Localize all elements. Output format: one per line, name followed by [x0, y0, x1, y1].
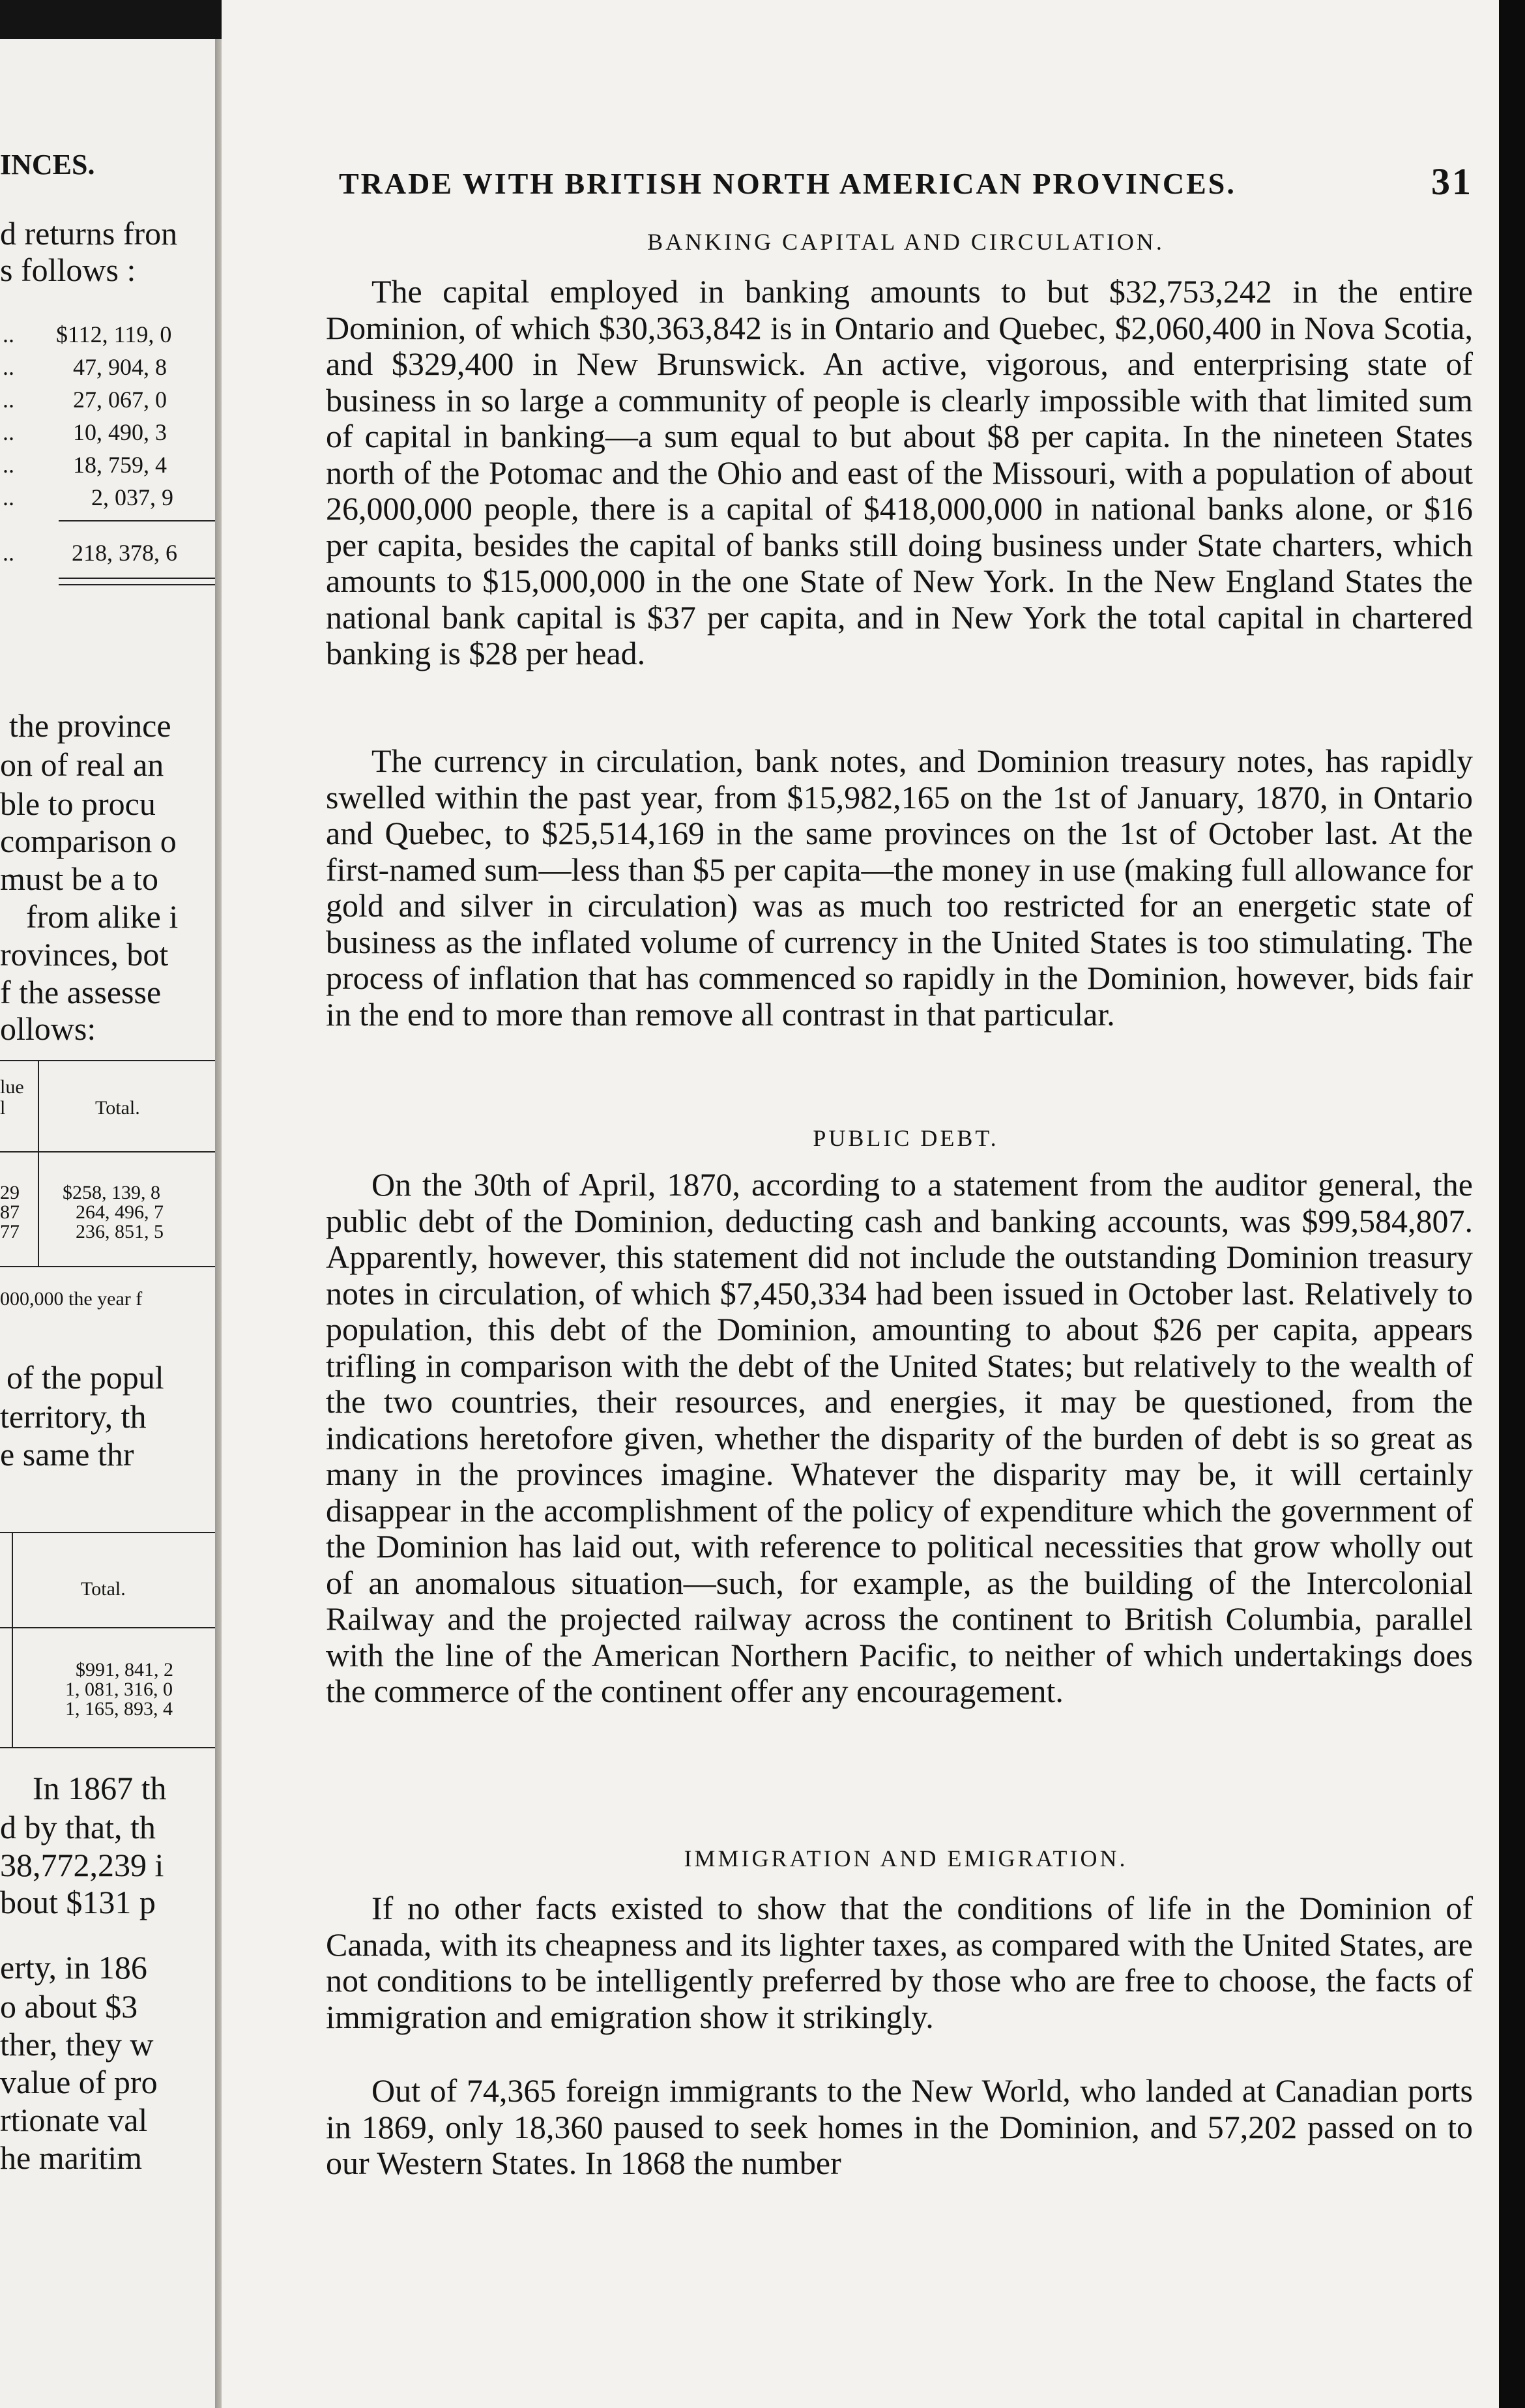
table-col-head-total: Total.	[81, 1578, 126, 1600]
left-text-line: comparison o	[0, 823, 177, 859]
paragraph: The capital employed in banking amounts to but $32,753,242 in the entire Dominion, of which $30,363,842 is in Ontario and Quebec, $2,060,400 in Nova Scotia, and $329,400 in New Brunswick. An active, vigorous, and enterprising state of business in so large a community of people is clearly impossible with that limited sum of capital in banking—a sum equal to but about $8 per capita. In the nineteen States north of the Potomac and the Ohio and east of the Missouri, with a population of about 26,000,000 people, there is a capital of $418,000,000 in national banks alone, or $16 per capita, besides the capital of banks still doing business under State charters, which amounts to $15,000,000 in the one State of New York. In the New England States the national bank capital is $37 per capita, and in New York the total capital in chartered banking is $28 per head.	[326, 273, 1473, 671]
scan-edge	[1499, 0, 1525, 2408]
left-text-line: ble to procu	[0, 786, 156, 822]
amount-value: $112, 119, 0	[56, 321, 172, 347]
left-text-line: 38,772,239 i	[0, 1847, 164, 1883]
table-rule	[0, 1060, 215, 1061]
left-text-line: s follows :	[0, 252, 136, 288]
dot-leader: ..	[3, 419, 14, 445]
left-text-line: must be a to	[0, 860, 159, 897]
amount-total: 218, 378, 6	[72, 540, 177, 566]
section-heading: IMMIGRATION AND EMIGRATION.	[684, 1845, 1128, 1872]
left-text-line: d returns fron	[0, 215, 178, 252]
left-text-line: bout $131 p	[0, 1884, 156, 1920]
table-col-head: l	[0, 1097, 6, 1119]
left-text-line: o about $3	[0, 1988, 138, 2025]
amount-value: 10, 490, 3	[73, 419, 167, 445]
left-text-line: In 1867 th	[33, 1770, 167, 1806]
left-text-line: d by that, th	[0, 1809, 156, 1845]
table-column-rule	[12, 1532, 13, 1747]
section-heading: BANKING CAPITAL AND CIRCULATION.	[647, 229, 1165, 255]
amount-value: 47, 904, 8	[73, 354, 167, 380]
table-rule	[0, 1151, 215, 1153]
left-text-line: from alike i	[26, 898, 179, 935]
table-rule	[0, 1627, 215, 1628]
table-rule	[0, 1747, 215, 1748]
left-text-line: the province	[9, 707, 171, 744]
left-text-line: value of pro	[0, 2064, 158, 2100]
table-column-rule	[38, 1060, 39, 1266]
left-text-line: he maritim	[0, 2139, 142, 2176]
amount-value: 2, 037, 9	[91, 484, 173, 510]
left-text-line: ther, they w	[0, 2026, 154, 2063]
amount-value: 18, 759, 4	[73, 452, 167, 478]
table-cell: 77	[0, 1221, 20, 1242]
table-rule	[0, 1266, 215, 1267]
dot-leader: ..	[3, 484, 14, 510]
left-text-line: rtionate val	[0, 2102, 148, 2138]
table-footnote: 000,000 the year f	[0, 1288, 143, 1310]
left-text-line: erty, in 186	[0, 1949, 147, 1986]
left-text-line: territory, th	[0, 1398, 147, 1435]
paragraph: If no other facts existed to show that the conditions of life in the Dominion of Canada, with its cheapness and its lighter taxes, as compared with the United States, are not conditions to be intelligently preferred by those who are free to choose, the facts of immigration and emigration show it strikingly.	[326, 1890, 1473, 2035]
dot-leader: ..	[3, 321, 14, 347]
table-cell-total: 264, 496, 7	[76, 1201, 164, 1223]
amount-value: 27, 067, 0	[73, 387, 167, 413]
dot-leader: ..	[3, 354, 14, 380]
paragraph: On the 30th of April, 1870, according to a statement from the auditor general, the public debt of the Dominion, deducting cash and banking accounts, was $99,584,807. Apparently, however, this statement did not include the outstanding Dominion treasury notes in circulation, of which $7,450,334 had been issued in October last. Relatively to population, this debt of the Dominion, amounting to about $26 per capita, appears trifling in comparison with the debt of the United States; but relatively to the wealth of the two countries, their resources, and energies, it may be questioned, from the indications heretofore given, whether the disparity of the burden of debt is so great as many in the provinces imagine. Whatever the disparity may be, it will certainly disappear in the accomplishment of the policy of expenditure which the government of the Dominion has laid out, with reference to political necessities that grow wholly out of an anomalous situation—such, for example, as the building of the Intercolonial Railway and the projected railway across the continent to British Columbia, parallel with the line of the American Northern Pacific, to neither of which undertakings does the commerce of the continent offer any encouragement.	[326, 1166, 1473, 1709]
table-cell: 87	[0, 1201, 20, 1223]
left-page-fragment	[0, 39, 216, 2408]
left-text-line: rovinces, bot	[0, 936, 169, 973]
table-cell-total: 1, 165, 893, 4	[65, 1698, 173, 1720]
dot-leader: ..	[3, 452, 14, 478]
paragraph: The currency in circulation, bank notes, and Dominion treasury notes, has rapidly swelled within the past year, from $15,982,165 on the 1st of January, 1870, in Ontario and Quebec, to $25,514,169 in the same provinces on the 1st of October last. At the first-named sum—less than $5 per capita—the money in use (making full allowance for gold and silver in circulation) was as much too restricted for an energetic state of business as the inflated volume of currency in the United States is too stimulating. The process of inflation that has commenced so rapidly in the Dominion, however, bids fair in the end to more than remove all contrast in that particular.	[326, 742, 1473, 1033]
left-text-line: on of real an	[0, 746, 164, 783]
right-page	[222, 0, 1509, 2408]
running-title: TRADE WITH BRITISH NORTH AMERICAN PROVINCES.	[339, 167, 1236, 200]
total-rule	[59, 578, 215, 579]
dot-leader: ..	[3, 540, 14, 566]
page-number: 31	[1431, 160, 1473, 203]
sum-rule	[59, 520, 215, 521]
table-cell-total: 1, 081, 316, 0	[65, 1679, 173, 1700]
table-col-head-total: Total.	[95, 1097, 140, 1119]
left-text-line: of the popul	[7, 1359, 164, 1396]
table-cell-total: $258, 139, 8	[63, 1182, 160, 1203]
dot-leader: ..	[3, 387, 14, 413]
left-running-head: INCES.	[0, 149, 95, 181]
section-heading: PUBLIC DEBT.	[813, 1125, 999, 1151]
left-text-line: f the assesse	[0, 974, 162, 1010]
table-rule	[0, 1532, 215, 1533]
left-text-line: ollows:	[0, 1010, 96, 1047]
table-cell: 29	[0, 1182, 20, 1203]
paragraph: Out of 74,365 foreign immigrants to the New World, who landed at Canadian ports in 1869, only 18,360 paused to seek homes in the Dominion, and 57,202 passed on to our Western States. In 1868 the number	[326, 2072, 1473, 2181]
table-cell-total: 236, 851, 5	[76, 1221, 164, 1242]
table-col-head: lue	[0, 1076, 24, 1098]
total-rule	[59, 584, 215, 585]
table-cell-total: $991, 841, 2	[76, 1659, 173, 1681]
left-text-line: e same thr	[0, 1436, 134, 1473]
